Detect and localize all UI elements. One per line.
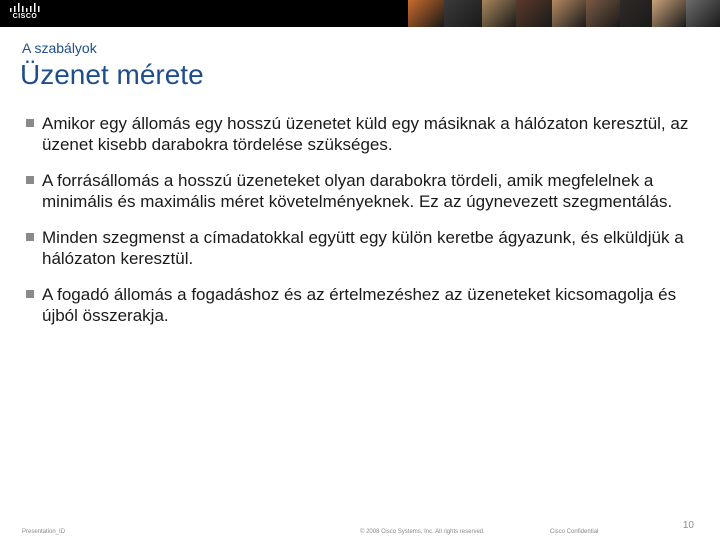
slide-title: Üzenet mérete [20,59,204,90]
header-photo-3 [482,0,516,27]
square-bullet-icon [26,119,34,127]
header-photo-4 [516,0,552,27]
bullet-text: Amikor egy állomás egy hosszú üzenetet küld egy másiknak a hálózaton keresztül, az üzenet kisebb darabokra tördelése szükséges. [42,114,689,154]
slide-footer [0,527,720,539]
header-photo-8 [652,0,686,27]
bullet-item [24,170,700,212]
bullet-item [24,284,700,326]
bullet-list [24,113,700,341]
bullet-item [24,113,700,155]
bullet-item [24,227,700,269]
header-photo-7 [620,0,652,27]
bullet-text: Minden szegmenst a címadatokkal együtt egy külön keretbe ágyazunk, és elküldjük a hálózaton keresztül. [42,228,684,268]
header-photo-6 [586,0,620,27]
footer-presentation-id: Presentation_ID [22,529,66,535]
top-banner [0,0,720,27]
slide-subtitle: A szabályok [22,40,97,56]
header-photo-2 [444,0,482,27]
square-bullet-icon [26,233,34,241]
cisco-logo [8,3,42,23]
square-bullet-icon [26,176,34,184]
cisco-bars-icon [8,3,42,12]
header-photo-5 [552,0,586,27]
bullet-text: A forrásállomás a hosszú üzeneteket olyan darabokra tördeli, amik megfelelnek a minimális és maximális méret követelményeknek. Ez az úgynevezett szegmentálás. [42,171,673,211]
square-bullet-icon [26,290,34,298]
header-photo-1 [408,0,444,27]
cisco-logo-text: CISCO [12,13,38,20]
footer-confidential: Cisco Confidential [550,529,599,535]
bullet-text: A fogadó állomás a fogadáshoz és az értelmezéshez az üzeneteket kicsomagolja és újból összerakja. [42,285,677,325]
header-photo-9 [686,0,720,27]
header-photo-strip [408,0,720,27]
footer-copyright: © 2008 Cisco Systems, Inc. All rights reserved. [360,529,485,535]
page-number: 10 [682,520,694,531]
